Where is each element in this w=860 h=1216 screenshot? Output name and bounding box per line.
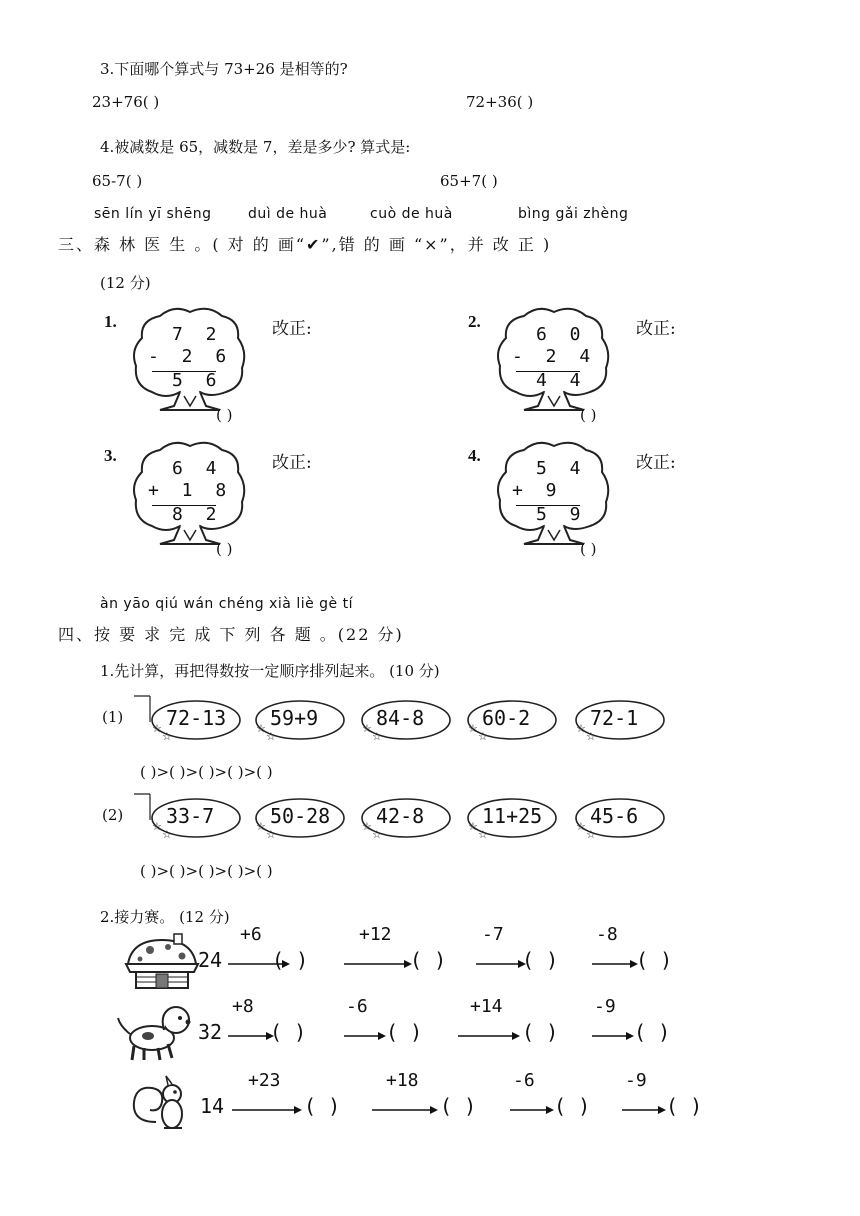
relay-arrow-icon bbox=[344, 1031, 390, 1041]
relay-answer-blank[interactable]: ( ) bbox=[522, 1020, 559, 1044]
calc-expression: 84-8 bbox=[376, 706, 425, 730]
relay-answer-blank[interactable]: ( ) bbox=[522, 948, 559, 972]
svg-text:☆: ☆ bbox=[266, 828, 276, 841]
relay-start-number: 24 bbox=[198, 948, 223, 972]
tree-answer-blank[interactable]: ( ) bbox=[580, 406, 597, 424]
relay-step-op: +8 bbox=[232, 996, 254, 1017]
q4-title: 4.被减数是 65，减数是 7，差是多少? 算式是: bbox=[100, 138, 411, 156]
relay-arrow-icon bbox=[510, 1105, 558, 1115]
relay-step-op: +14 bbox=[470, 996, 503, 1017]
relay-step-op: -7 bbox=[482, 924, 504, 945]
tree-operand: + 1 8 bbox=[148, 480, 233, 501]
relay-answer-blank[interactable]: ( ) bbox=[554, 1094, 591, 1118]
sec3-pinyin-3: cuò de huà bbox=[370, 206, 453, 222]
mushroom-house-icon bbox=[122, 934, 202, 990]
relay-answer-blank[interactable]: ( ) bbox=[272, 948, 309, 972]
tree-problem-number: 1. bbox=[104, 312, 117, 331]
tree-top-number: 5 4 bbox=[536, 458, 587, 479]
correction-label: 改正: bbox=[636, 453, 676, 473]
svg-text:☆: ☆ bbox=[362, 820, 372, 833]
sec3-pinyin-4: bìng gǎi zhèng bbox=[518, 206, 629, 222]
calc-expression: 11+25 bbox=[482, 804, 543, 828]
relay-answer-blank[interactable]: ( ) bbox=[304, 1094, 341, 1118]
relay-answer-blank[interactable]: ( ) bbox=[636, 948, 673, 972]
row1-order-blanks[interactable]: ( )>( )>( )>( )>( ) bbox=[140, 763, 273, 781]
correction-label: 改正: bbox=[272, 453, 312, 473]
relay-step-op: -8 bbox=[596, 924, 618, 945]
svg-text:☆: ☆ bbox=[256, 820, 266, 833]
q3-title: 3.下面哪个算式与 73+26 是相等的? bbox=[100, 60, 348, 78]
row2-order-blanks[interactable]: ( )>( )>( )>( )>( ) bbox=[140, 862, 273, 880]
sec3-pinyin-1: sēn lín yī shēng bbox=[94, 206, 212, 222]
relay-arrow-icon bbox=[592, 1031, 638, 1041]
tree-problem-number: 2. bbox=[468, 312, 481, 331]
q3-option-a[interactable]: 23+76( ) bbox=[92, 93, 160, 111]
relay-answer-blank[interactable]: ( ) bbox=[270, 1020, 307, 1044]
svg-text:☆: ☆ bbox=[468, 820, 478, 833]
row2-label: (2) bbox=[102, 806, 124, 824]
svg-text:☆: ☆ bbox=[372, 730, 382, 743]
svg-text:☆: ☆ bbox=[478, 730, 488, 743]
svg-text:☆: ☆ bbox=[468, 722, 478, 735]
relay-step-op: -6 bbox=[346, 996, 368, 1017]
svg-text:☆: ☆ bbox=[586, 730, 596, 743]
relay-arrow-icon bbox=[458, 1031, 524, 1041]
calc-expression: 42-8 bbox=[376, 804, 425, 828]
relay-step-op: +6 bbox=[240, 924, 262, 945]
row1-bracket bbox=[132, 694, 152, 734]
calc-expression: 60-2 bbox=[482, 706, 531, 730]
svg-text:☆: ☆ bbox=[162, 828, 172, 841]
relay-arrow-icon bbox=[592, 959, 642, 969]
relay-answer-blank[interactable]: ( ) bbox=[634, 1020, 671, 1044]
relay-answer-blank[interactable]: ( ) bbox=[386, 1020, 423, 1044]
puppy-icon bbox=[114, 1000, 198, 1064]
relay-step-op: +23 bbox=[248, 1070, 281, 1091]
relay-arrow-icon bbox=[232, 1105, 306, 1115]
relay-arrow-icon bbox=[622, 1105, 670, 1115]
tree-top-number: 6 4 bbox=[172, 458, 223, 479]
tree-answer-blank[interactable]: ( ) bbox=[216, 540, 233, 558]
svg-text:☆: ☆ bbox=[576, 722, 586, 735]
svg-text:☆: ☆ bbox=[372, 828, 382, 841]
sec4-q2-title: 2.接力赛。 (12 分) bbox=[100, 908, 230, 926]
tree-result: 5 6 bbox=[172, 370, 223, 391]
calc-expression: 45-6 bbox=[590, 804, 639, 828]
calc-expression: 72-1 bbox=[590, 706, 639, 730]
relay-step-op: -9 bbox=[594, 996, 616, 1017]
tree-top-number: 6 0 bbox=[536, 324, 587, 345]
relay-answer-blank[interactable]: ( ) bbox=[666, 1094, 703, 1118]
row1-label: (1) bbox=[102, 708, 124, 726]
sec4-q1-title: 1.先计算，再把得数按一定顺序排列起来。 (10 分) bbox=[100, 662, 440, 680]
calc-expression: 59+9 bbox=[270, 706, 319, 730]
sec3-score: (12 分) bbox=[100, 274, 151, 292]
relay-step-op: -6 bbox=[513, 1070, 535, 1091]
tree-result: 5 9 bbox=[536, 504, 587, 525]
svg-text:☆: ☆ bbox=[362, 722, 372, 735]
sec3-pinyin-2: duì de huà bbox=[248, 206, 328, 222]
q4-option-b[interactable]: 65+7( ) bbox=[440, 172, 498, 190]
q3-option-b[interactable]: 72+36( ) bbox=[466, 93, 534, 111]
tree-operand: - 2 4 bbox=[512, 346, 597, 367]
svg-text:☆: ☆ bbox=[162, 730, 172, 743]
calc-expression: 33-7 bbox=[166, 804, 215, 828]
relay-arrow-icon bbox=[344, 959, 416, 969]
sec3-title: 三、森 林 医 生 。( 对 的 画“✔”,错 的 画 “×”，并 改 正 ) bbox=[58, 235, 552, 254]
svg-text:☆: ☆ bbox=[152, 820, 162, 833]
calc-expression: 50-28 bbox=[270, 804, 331, 828]
tree-result: 4 4 bbox=[536, 370, 587, 391]
correction-label: 改正: bbox=[272, 319, 312, 339]
relay-step-op: -9 bbox=[625, 1070, 647, 1091]
svg-text:☆: ☆ bbox=[152, 722, 162, 735]
relay-answer-blank[interactable]: ( ) bbox=[410, 948, 447, 972]
svg-text:☆: ☆ bbox=[478, 828, 488, 841]
row2-bracket bbox=[132, 792, 152, 832]
tree-top-number: 7 2 bbox=[172, 324, 223, 345]
svg-text:☆: ☆ bbox=[266, 730, 276, 743]
sec4-pinyin: àn yāo qiú wán chéng xià liè gè tí bbox=[100, 596, 354, 612]
tree-result: 8 2 bbox=[172, 504, 223, 525]
relay-step-op: +18 bbox=[386, 1070, 419, 1091]
tree-operand: - 2 6 bbox=[148, 346, 233, 367]
tree-operand: + 9 bbox=[512, 480, 563, 501]
tree-answer-blank[interactable]: ( ) bbox=[216, 406, 233, 424]
relay-arrow-icon bbox=[372, 1105, 442, 1115]
svg-text:☆: ☆ bbox=[586, 828, 596, 841]
tree-problem-number: 3. bbox=[104, 446, 117, 465]
calc-expression: 72-13 bbox=[166, 706, 227, 730]
svg-text:☆: ☆ bbox=[256, 722, 266, 735]
correction-label: 改正: bbox=[636, 319, 676, 339]
squirrel-icon bbox=[128, 1072, 192, 1136]
sec4-title: 四、按 要 求 完 成 下 列 各 题 。(22 分) bbox=[58, 625, 404, 644]
svg-text:☆: ☆ bbox=[576, 820, 586, 833]
relay-start-number: 14 bbox=[200, 1094, 225, 1118]
relay-step-op: +12 bbox=[359, 924, 392, 945]
q4-option-a[interactable]: 65-7( ) bbox=[92, 172, 143, 190]
relay-answer-blank[interactable]: ( ) bbox=[440, 1094, 477, 1118]
tree-answer-blank[interactable]: ( ) bbox=[580, 540, 597, 558]
relay-start-number: 32 bbox=[198, 1020, 223, 1044]
tree-problem-number: 4. bbox=[468, 446, 481, 465]
